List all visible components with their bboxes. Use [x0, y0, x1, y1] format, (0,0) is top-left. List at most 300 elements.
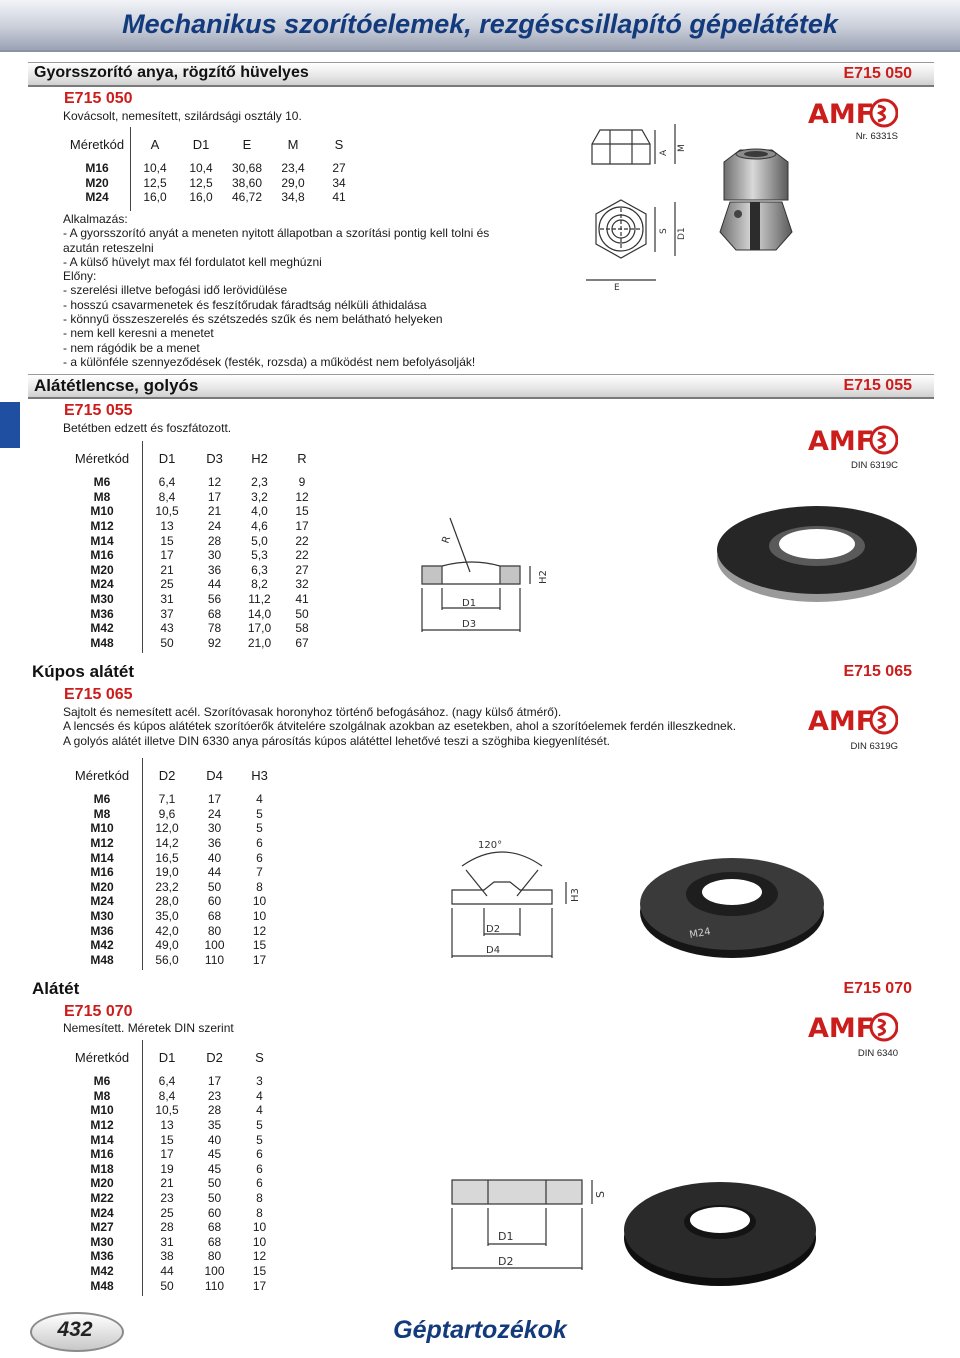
- size-code-cell: M6: [93, 1074, 111, 1089]
- table-header: [62, 441, 322, 475]
- dim-label-a: A: [659, 149, 669, 156]
- size-code-cell: M22: [90, 1191, 114, 1206]
- table-row: [62, 1103, 282, 1118]
- size-code-cell: M30: [90, 592, 114, 607]
- size-code-cell: M16: [90, 548, 114, 563]
- table-cell: 23,4: [281, 161, 305, 176]
- dim-label-d2: D2: [486, 924, 501, 935]
- col-header: Méretkód: [74, 1049, 130, 1065]
- note-line: - A gyorsszorító anyát a meneten nyitott állapotban a szorítási pontig kell tolni és: [63, 226, 490, 241]
- size-code-cell: M42: [90, 938, 114, 953]
- table-cell: 34: [332, 175, 346, 190]
- section-code: E715 050: [843, 65, 912, 82]
- size-code-cell: M16: [90, 1147, 114, 1162]
- table-cell: 80: [207, 1249, 222, 1264]
- table-cell: 31: [160, 1234, 174, 1249]
- table-divider: [142, 1040, 143, 1296]
- note-line: azután reteszelni: [63, 240, 154, 255]
- table-cell: 10,5: [155, 1103, 179, 1118]
- table-cell: 22: [295, 533, 309, 548]
- table-cell: 50: [207, 1191, 222, 1206]
- dim-label-h2: H2: [538, 570, 549, 584]
- section-bar-ball-washer: [28, 374, 934, 399]
- table-cell: 43: [160, 621, 174, 636]
- table-row: [62, 1264, 282, 1279]
- size-code-cell: M14: [90, 533, 114, 548]
- standard-number: DIN 6319G: [850, 741, 898, 752]
- cone-washer-drawing: [442, 836, 582, 964]
- table-cell: 17: [207, 489, 222, 504]
- section-title: Gyorsszorító anya, rögzítő hüvelyes: [34, 64, 309, 81]
- size-code-cell: M42: [90, 621, 114, 636]
- svg-text:AMF: AMF: [808, 99, 875, 129]
- table-cell: 23: [160, 1191, 174, 1206]
- dim-label-d4: D4: [486, 945, 501, 956]
- ball-washer-drawing: [412, 514, 562, 640]
- amf-logo: [806, 424, 898, 456]
- table-cell: 6: [256, 1161, 263, 1176]
- table-header: [62, 758, 282, 792]
- table-cell: 7: [256, 865, 263, 880]
- dim-label-d1: D1: [498, 1230, 514, 1243]
- note-line: - nem rágódik be a menet: [63, 340, 200, 355]
- dim-label-e: E: [614, 283, 620, 293]
- amf-logo: [806, 97, 898, 129]
- table-cell: 31: [160, 592, 174, 607]
- table-cell: 15: [160, 1132, 174, 1147]
- table-row: [62, 923, 282, 938]
- table-cell: 5: [256, 1118, 263, 1133]
- product-description: Nemesített. Méretek DIN szerint: [63, 1021, 234, 1035]
- size-code-cell: M36: [90, 606, 114, 621]
- washer-photo: [620, 1168, 820, 1292]
- table-cell: 8,4: [158, 489, 176, 504]
- svg-text:AMF: AMF: [808, 426, 875, 456]
- size-code-cell: M10: [90, 504, 114, 519]
- table-cell: 36: [207, 562, 222, 577]
- size-code-cell: M6: [93, 475, 111, 490]
- table-cell: 15: [160, 533, 174, 548]
- table-cell: 17: [295, 519, 309, 534]
- table-cell: 4,0: [251, 504, 268, 519]
- amf-logo: [806, 704, 898, 736]
- table-cell: 15: [252, 938, 267, 953]
- table-cell: 68: [207, 1234, 222, 1249]
- table-row: [62, 1191, 282, 1206]
- standard-number: DIN 6319C: [851, 460, 898, 471]
- table-cell: 16,5: [155, 850, 179, 865]
- table-row: [62, 792, 282, 807]
- table-cell: 17: [160, 548, 174, 563]
- table-cell: 19: [160, 1161, 174, 1176]
- table-cell: 30: [207, 548, 222, 563]
- size-code-cell: M48: [90, 952, 114, 967]
- table-cell: 12,5: [143, 175, 167, 190]
- col-header: E: [242, 136, 252, 152]
- table-cell: 40: [207, 1132, 222, 1147]
- table-cell: 8: [256, 1191, 263, 1206]
- table-row: [62, 953, 282, 968]
- table-cell: 41: [295, 592, 309, 607]
- table-cell: 17: [252, 952, 267, 967]
- table-cell: 100: [204, 1264, 225, 1279]
- size-code-cell: M42: [90, 1264, 114, 1279]
- size-code-cell: M48: [90, 635, 114, 650]
- table-body: [62, 1074, 282, 1293]
- table-cell: 67: [295, 635, 309, 650]
- table-row: [62, 475, 322, 490]
- table-row: [62, 592, 322, 607]
- col-header: D2: [206, 1049, 223, 1065]
- size-code-cell: M24: [90, 577, 114, 592]
- footer-title: Géptartozékok: [393, 1316, 567, 1344]
- table-cell: 27: [295, 562, 309, 577]
- table-row: [62, 548, 322, 563]
- table-cell: 24: [207, 519, 222, 534]
- table-row: [62, 519, 322, 534]
- section-code: E715 070: [843, 980, 912, 997]
- size-code-cell: M12: [90, 519, 114, 534]
- table-row: [62, 563, 322, 578]
- table-cell: 5,3: [251, 548, 268, 563]
- section-title: Alátét: [32, 979, 80, 998]
- table-cell: 5: [256, 1132, 263, 1147]
- table-cell: 30: [207, 821, 222, 836]
- size-code-cell: M16: [85, 161, 109, 176]
- dim-label-angle: 120°: [478, 840, 503, 851]
- size-code-cell: M10: [90, 821, 114, 836]
- size-code-cell: M48: [90, 1278, 114, 1293]
- size-code-cell: M10: [90, 1103, 114, 1118]
- table-cell: 35,0: [155, 909, 179, 924]
- table-row: [62, 850, 282, 865]
- table-cell: 17: [252, 1278, 267, 1293]
- table-divider: [142, 441, 143, 653]
- note-line: - A külső hüvelyt max fél fordulatot kell meghúzni: [63, 254, 322, 269]
- table-cell: 6,4: [158, 475, 176, 490]
- size-code-cell: M27: [90, 1220, 114, 1235]
- table-cell: 58: [295, 621, 309, 636]
- table-cell: 29,0: [281, 175, 305, 190]
- nut-product-photo: [712, 140, 798, 256]
- table-cell: 34,8: [281, 190, 305, 205]
- table-cell: 15: [295, 504, 309, 519]
- size-code-cell: M20: [90, 879, 114, 894]
- table-header: [62, 127, 362, 161]
- table-cell: 25: [160, 1205, 174, 1220]
- note-line: - nem kell keresni a menetet: [63, 326, 214, 341]
- col-header: Méretkód: [74, 450, 130, 466]
- table-cell: 28: [160, 1220, 174, 1235]
- table-cell: 60: [207, 1205, 222, 1220]
- table-cell: 12,0: [155, 821, 179, 836]
- col-header: D3: [206, 450, 223, 466]
- table-header: [62, 1040, 282, 1074]
- table-cell: 10: [252, 909, 267, 924]
- size-code-cell: M14: [90, 1132, 114, 1147]
- table-cell: 6: [256, 850, 263, 865]
- note-line: - könnyű összeszerelés és szétszedés szűk és nem belátható helyeken: [63, 312, 443, 327]
- table-cell: 38,60: [231, 175, 263, 190]
- table-cell: 11,2: [248, 592, 271, 607]
- table-divider: [142, 758, 143, 970]
- size-code-cell: M8: [93, 1088, 111, 1103]
- table-cell: 22: [295, 548, 309, 563]
- table-row: [62, 880, 282, 895]
- table-cell: 28: [207, 533, 222, 548]
- table-cell: 68: [207, 909, 222, 924]
- size-code-cell: M8: [93, 806, 111, 821]
- table-cell: 10: [252, 1220, 267, 1235]
- table-row: [62, 1278, 282, 1293]
- table-cell: 45: [207, 1161, 222, 1176]
- table-cell: 16,0: [143, 190, 167, 205]
- table-row: [62, 821, 282, 836]
- table-cell: 15: [252, 1264, 267, 1279]
- size-code-cell: M6: [93, 792, 111, 807]
- table-row: [62, 909, 282, 924]
- table-row: [62, 1176, 282, 1191]
- table-cell: 50: [160, 1278, 174, 1293]
- col-header: D1: [158, 450, 176, 466]
- size-code-cell: M24: [90, 1205, 114, 1220]
- table-cell: 9,6: [158, 806, 176, 821]
- table-row: [62, 636, 322, 651]
- product-description: Kovácsolt, nemesített, szilárdsági osztály 10.: [63, 109, 302, 123]
- size-code-cell: M24: [85, 190, 109, 205]
- note-line: - hosszú csavarmenetek és feszítőrudak fáradtság nélküli áthidalása: [63, 297, 427, 312]
- section-bar-quick-nut: [28, 62, 934, 87]
- table-cell: 10,4: [189, 161, 213, 176]
- size-code-cell: M14: [90, 850, 114, 865]
- note-line: A golyós alátét illetve DIN 6330 anya párosítás kúpos alátéttel lehetővé teszi a szöghiba kiegyenlítését.: [63, 733, 610, 748]
- table-cell: 21: [207, 504, 222, 519]
- table-body: [62, 475, 322, 650]
- spec-table-ball-washer: [62, 441, 322, 650]
- table-cell: 10: [252, 894, 267, 909]
- table-cell: 10,4: [143, 161, 167, 176]
- table-cell: 42,0: [155, 923, 179, 938]
- spec-table-cone-washer: [62, 758, 282, 967]
- col-header: D2: [158, 767, 176, 783]
- size-code-cell: M20: [90, 1176, 114, 1191]
- table-cell: 44: [207, 865, 222, 880]
- page-number: 432: [57, 1318, 93, 1341]
- ball-washer-photo: [712, 490, 922, 610]
- standard-number: DIN 6340: [857, 1048, 898, 1059]
- table-row: [62, 1235, 282, 1250]
- dim-label-d1: D1: [677, 227, 687, 240]
- table-cell: 9: [298, 475, 306, 490]
- table-cell: 4: [256, 1103, 263, 1118]
- table-cell: 80: [207, 923, 222, 938]
- product-code: E715 050: [64, 90, 133, 107]
- table-row: [62, 1147, 282, 1162]
- table-cell: 19,0: [155, 865, 179, 880]
- table-cell: 38: [160, 1249, 174, 1264]
- size-code-cell: M36: [90, 923, 114, 938]
- col-header: S: [334, 136, 344, 152]
- table-cell: 5,0: [251, 533, 268, 548]
- table-row: [62, 894, 282, 909]
- table-cell: 8,2: [251, 577, 268, 592]
- dim-label-d2: D2: [498, 1255, 514, 1268]
- size-code-cell: M12: [90, 836, 114, 851]
- dim-label-r: R: [440, 534, 454, 546]
- size-code-cell: M36: [90, 1249, 114, 1264]
- table-cell: 4: [256, 1088, 263, 1103]
- table-row: [62, 865, 282, 880]
- table-cell: 10: [252, 1234, 267, 1249]
- section-title: Kúpos alátét: [32, 662, 135, 681]
- table-row: [62, 938, 282, 953]
- table-cell: 4,6: [251, 519, 268, 534]
- table-cell: 3,2: [251, 489, 268, 504]
- table-cell: 3: [256, 1074, 263, 1089]
- dim-label-s: S: [594, 1191, 607, 1198]
- svg-text:AMF: AMF: [808, 706, 875, 736]
- table-cell: 110: [204, 952, 225, 967]
- table-row: [62, 1074, 282, 1089]
- table-cell: 12: [207, 475, 222, 490]
- table-cell: 41: [332, 190, 346, 205]
- col-header: D1: [158, 1049, 176, 1065]
- table-cell: 68: [207, 1220, 222, 1235]
- size-code-cell: M18: [90, 1161, 114, 1176]
- table-cell: 8,4: [158, 1088, 176, 1103]
- product-code: E715 065: [64, 686, 133, 703]
- table-cell: 37: [160, 606, 174, 621]
- table-row: [62, 1220, 282, 1235]
- table-cell: 27: [332, 161, 346, 176]
- table-cell: 28: [207, 1103, 222, 1118]
- size-code-cell: M30: [90, 909, 114, 924]
- col-header: R: [297, 450, 307, 466]
- table-row: [62, 490, 322, 505]
- table-cell: 5: [256, 806, 263, 821]
- table-cell: 8: [256, 1205, 263, 1220]
- table-cell: 6: [256, 836, 263, 851]
- cone-washer-photo: [636, 846, 828, 964]
- table-cell: 110: [204, 1278, 225, 1293]
- table-row: [62, 1118, 282, 1133]
- table-row: [62, 190, 362, 205]
- table-row: [62, 533, 322, 548]
- table-cell: 12: [295, 489, 309, 504]
- col-header: Méretkód: [69, 136, 125, 152]
- table-row: [62, 176, 362, 191]
- table-row: [62, 1132, 282, 1147]
- table-cell: 14,0: [247, 606, 272, 621]
- product-description: Betétben edzett és foszfátozott.: [63, 421, 232, 435]
- table-row: [62, 1089, 282, 1104]
- size-code-cell: M8: [93, 489, 111, 504]
- washer-drawing: [446, 1166, 616, 1280]
- table-cell: 36: [207, 836, 222, 851]
- table-row: [62, 577, 322, 592]
- notes-block: [63, 705, 736, 748]
- col-header: S: [255, 1049, 264, 1065]
- table-cell: 7,1: [158, 792, 176, 807]
- note-line: Alkalmazás:: [63, 212, 128, 226]
- table-row: [62, 836, 282, 851]
- spec-table-quick-nut: [62, 127, 362, 205]
- table-cell: 13: [160, 1118, 174, 1133]
- table-row: [62, 621, 322, 636]
- table-cell: 13: [160, 519, 174, 534]
- table-row: [62, 161, 362, 176]
- table-cell: 6: [256, 1147, 263, 1162]
- standard-number: Nr. 6331S: [855, 131, 898, 142]
- spec-table-washer: [62, 1040, 282, 1293]
- table-cell: 8: [256, 879, 263, 894]
- col-header: D4: [206, 767, 223, 783]
- table-cell: 17: [160, 1147, 174, 1162]
- table-cell: 16,0: [189, 190, 213, 205]
- table-row: [62, 606, 322, 621]
- col-header: H3: [251, 767, 268, 783]
- section-code: E715 055: [843, 377, 912, 394]
- col-header: M: [287, 136, 299, 152]
- dim-label-m: M: [677, 144, 687, 152]
- table-cell: 5: [256, 821, 263, 836]
- table-cell: 30,68: [231, 161, 263, 176]
- table-cell: 60: [207, 894, 222, 909]
- section-title: Alátétlencse, golyós: [34, 376, 199, 395]
- table-cell: 44: [160, 1264, 174, 1279]
- table-cell: 44: [207, 577, 222, 592]
- table-cell: 23,2: [155, 879, 179, 894]
- table-cell: 32: [295, 577, 309, 592]
- table-cell: 40: [207, 850, 222, 865]
- table-cell: 50: [295, 606, 309, 621]
- col-header: D1: [192, 136, 210, 152]
- table-row: [62, 504, 322, 519]
- table-cell: 21,0: [247, 635, 272, 650]
- note-line: - a különféle szennyeződések (festék, rozsda) a működést nem befolyásolják!: [63, 354, 476, 369]
- table-divider: [130, 127, 131, 211]
- part-marking-m24: M24: [688, 926, 712, 941]
- table-cell: 2,3: [251, 475, 268, 490]
- table-cell: 46,72: [231, 190, 263, 205]
- table-cell: 100: [204, 938, 225, 953]
- table-cell: 25: [160, 577, 174, 592]
- col-header: A: [150, 136, 160, 152]
- note-line: A lencsés és kúpos alátétek szorítóerők átvitelére szolgálnak azokban az esetekben, ahol a szorítóelemek ferdén illeszkednek.: [63, 719, 737, 734]
- table-cell: 6,4: [158, 1074, 176, 1089]
- dim-label-d3: D3: [462, 619, 477, 630]
- section-code: E715 065: [843, 663, 912, 680]
- table-cell: 56: [207, 592, 222, 607]
- table-body: [62, 161, 362, 205]
- table-cell: 12: [252, 1249, 267, 1264]
- table-cell: 50: [207, 879, 222, 894]
- table-cell: 12,5: [189, 175, 213, 190]
- table-cell: 45: [207, 1147, 222, 1162]
- table-cell: 6: [256, 1176, 263, 1191]
- dim-label-d1: D1: [462, 598, 477, 609]
- size-code-cell: M20: [85, 175, 109, 190]
- table-cell: 21: [160, 562, 174, 577]
- top-banner: [0, 0, 960, 52]
- size-code-cell: M30: [90, 1234, 114, 1249]
- table-cell: 23: [207, 1088, 222, 1103]
- size-code-cell: M16: [90, 865, 114, 880]
- table-cell: 17: [207, 792, 222, 807]
- col-header: Méretkód: [74, 767, 130, 783]
- dim-label-h3: H3: [570, 888, 581, 902]
- table-body: [62, 792, 282, 967]
